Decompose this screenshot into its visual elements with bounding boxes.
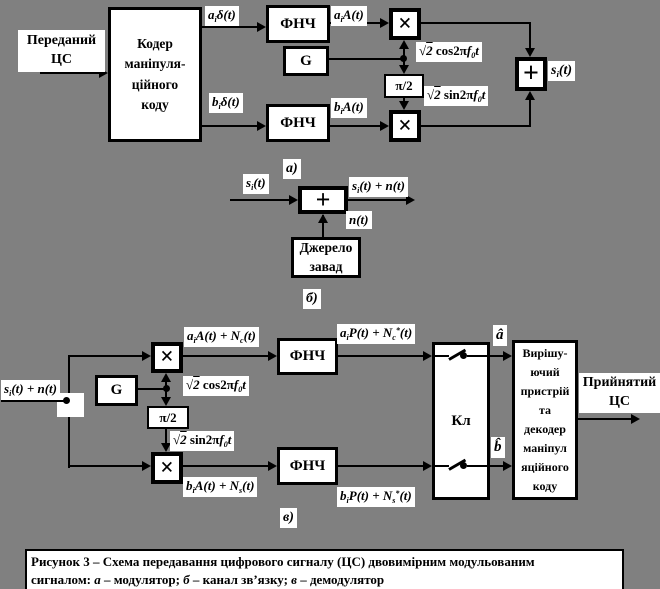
adder-1: + — [515, 57, 547, 91]
connector — [230, 199, 290, 201]
arrowhead — [399, 65, 409, 74]
connector — [330, 125, 381, 127]
lpf-block-2: ФНЧ — [266, 104, 330, 142]
decision-decoder-block: Вирішу- ючий пристрій та декодер маніпул яційного коду — [512, 340, 578, 500]
arrowhead — [257, 22, 266, 32]
signal-label-n: n(t) — [346, 211, 372, 229]
signal-label-b-hat: b̂ — [491, 437, 505, 458]
sampler-block: Кл — [432, 342, 490, 500]
signal-label-cos-1: √2 $\cos 2\pi f_0t$ — [416, 42, 482, 62]
connector — [183, 355, 268, 357]
lpf-block-4: ФНЧ — [277, 447, 338, 485]
generator-block-2: G — [95, 375, 138, 406]
received-signal-label: Прийнятий ЦС — [579, 373, 660, 413]
figure-caption — [25, 549, 624, 589]
junction-dot — [400, 55, 407, 62]
connector — [578, 418, 631, 420]
switch-contact — [434, 465, 449, 467]
section-label-a: а) — [283, 159, 301, 179]
noise-source-block: Джерело завад — [291, 237, 361, 278]
arrowhead — [380, 18, 389, 28]
junction-dot — [63, 397, 70, 404]
signal-label-b-delta: $b_i\delta(t)$ — [209, 93, 243, 113]
arrowhead — [423, 461, 432, 471]
multiplier-1: × — [389, 8, 421, 40]
signal-label-s-in-channel: $s_i(t)$ — [243, 174, 269, 194]
connector — [338, 465, 423, 467]
multiplier-2: × — [389, 110, 421, 142]
signal-label-a-hat: â — [493, 325, 507, 346]
arrowhead — [257, 121, 266, 131]
connector — [421, 22, 531, 24]
signal-label-sin-2: √2 $\sin 2\pi f_0t$ — [170, 431, 234, 451]
signal-label-aA-Nc: $a_iA(t) + N_c(t)$ — [184, 327, 259, 347]
arrowhead — [503, 461, 512, 471]
arrowhead — [525, 48, 535, 57]
connector — [421, 125, 531, 127]
arrowhead — [503, 351, 512, 361]
signal-label-cos-2: √2 $\cos 2\pi f_0t$ — [183, 376, 249, 396]
arrowhead — [268, 461, 277, 471]
signal-label-aP-Nc: $a_iP(t) + N_c^*(t)$ — [337, 324, 415, 344]
arrowhead — [289, 195, 298, 205]
arrowhead — [399, 40, 409, 49]
switch-dot — [460, 352, 467, 359]
connector — [202, 125, 258, 127]
connector — [68, 465, 143, 467]
multiplier-4: × — [151, 452, 183, 484]
lpf-block-1: ФНЧ — [266, 5, 330, 43]
arrowhead — [423, 351, 432, 361]
connector — [529, 22, 531, 49]
connector — [338, 355, 423, 357]
arrowhead — [399, 101, 409, 110]
signal-label-s-out: $s_i(t)$ — [548, 61, 575, 81]
arrowhead — [268, 351, 277, 361]
white-patch — [57, 393, 84, 417]
connector — [68, 355, 143, 357]
connector — [183, 465, 268, 467]
multiplier-3: × — [151, 342, 183, 373]
arrowhead — [142, 351, 151, 361]
arrowhead — [161, 373, 171, 382]
signal-label-a-delta: $a_i\delta(t)$ — [205, 6, 239, 26]
arrowhead — [142, 461, 151, 471]
switch-dot — [460, 462, 467, 469]
connector — [467, 465, 503, 467]
connector — [202, 26, 258, 28]
transmitted-signal-label: Переданий ЦС — [18, 30, 105, 72]
connector — [467, 355, 503, 357]
section-label-v: в) — [280, 508, 297, 528]
arrowhead — [318, 214, 328, 223]
connector — [329, 58, 406, 60]
channel-adder: + — [298, 186, 348, 214]
figure-caption-line1: Рисунок 3 – Схема передавання цифрового сигналу (ЦС) двовимірним модульованим — [31, 554, 535, 569]
section-label-b: б) — [303, 289, 321, 309]
signal-label-bP-Ns: $b_iP(t) + N_s^*(t)$ — [337, 487, 415, 507]
generator-block-1: G — [283, 46, 329, 76]
lpf-block-3: ФНЧ — [277, 338, 338, 375]
phase-shifter-1: π/2 — [384, 74, 424, 98]
connector — [1, 400, 68, 402]
arrowhead — [380, 121, 389, 131]
arrowhead — [525, 91, 535, 100]
arrowhead — [161, 397, 171, 406]
connector — [40, 72, 100, 74]
coder-block: Кодер маніпуля- ційного коду — [108, 7, 202, 142]
phase-shifter-2: π/2 — [147, 406, 189, 429]
signal-label-b-A: $b_iA(t)$ — [331, 98, 367, 118]
switch-contact — [434, 355, 449, 357]
signal-label-sin-1: √2 $\sin 2\pi f_0t$ — [424, 86, 488, 106]
connector — [347, 199, 407, 201]
signal-label-bA-Ns: $b_iA(t) + N_s(t)$ — [183, 477, 257, 497]
figure-caption-line2: сигналом: а – модулятор; б – канал зв’язку; в – демодулятор — [31, 571, 385, 587]
arrowhead — [631, 414, 640, 424]
signal-label-a-A: $a_iA(t)$ — [331, 6, 367, 26]
signal-label-s-plus-n: $s_i(t) + n(t)$ — [349, 177, 408, 197]
signal-label-s-plus-n-input: $s_i(t) + n(t)$ — [1, 380, 60, 400]
